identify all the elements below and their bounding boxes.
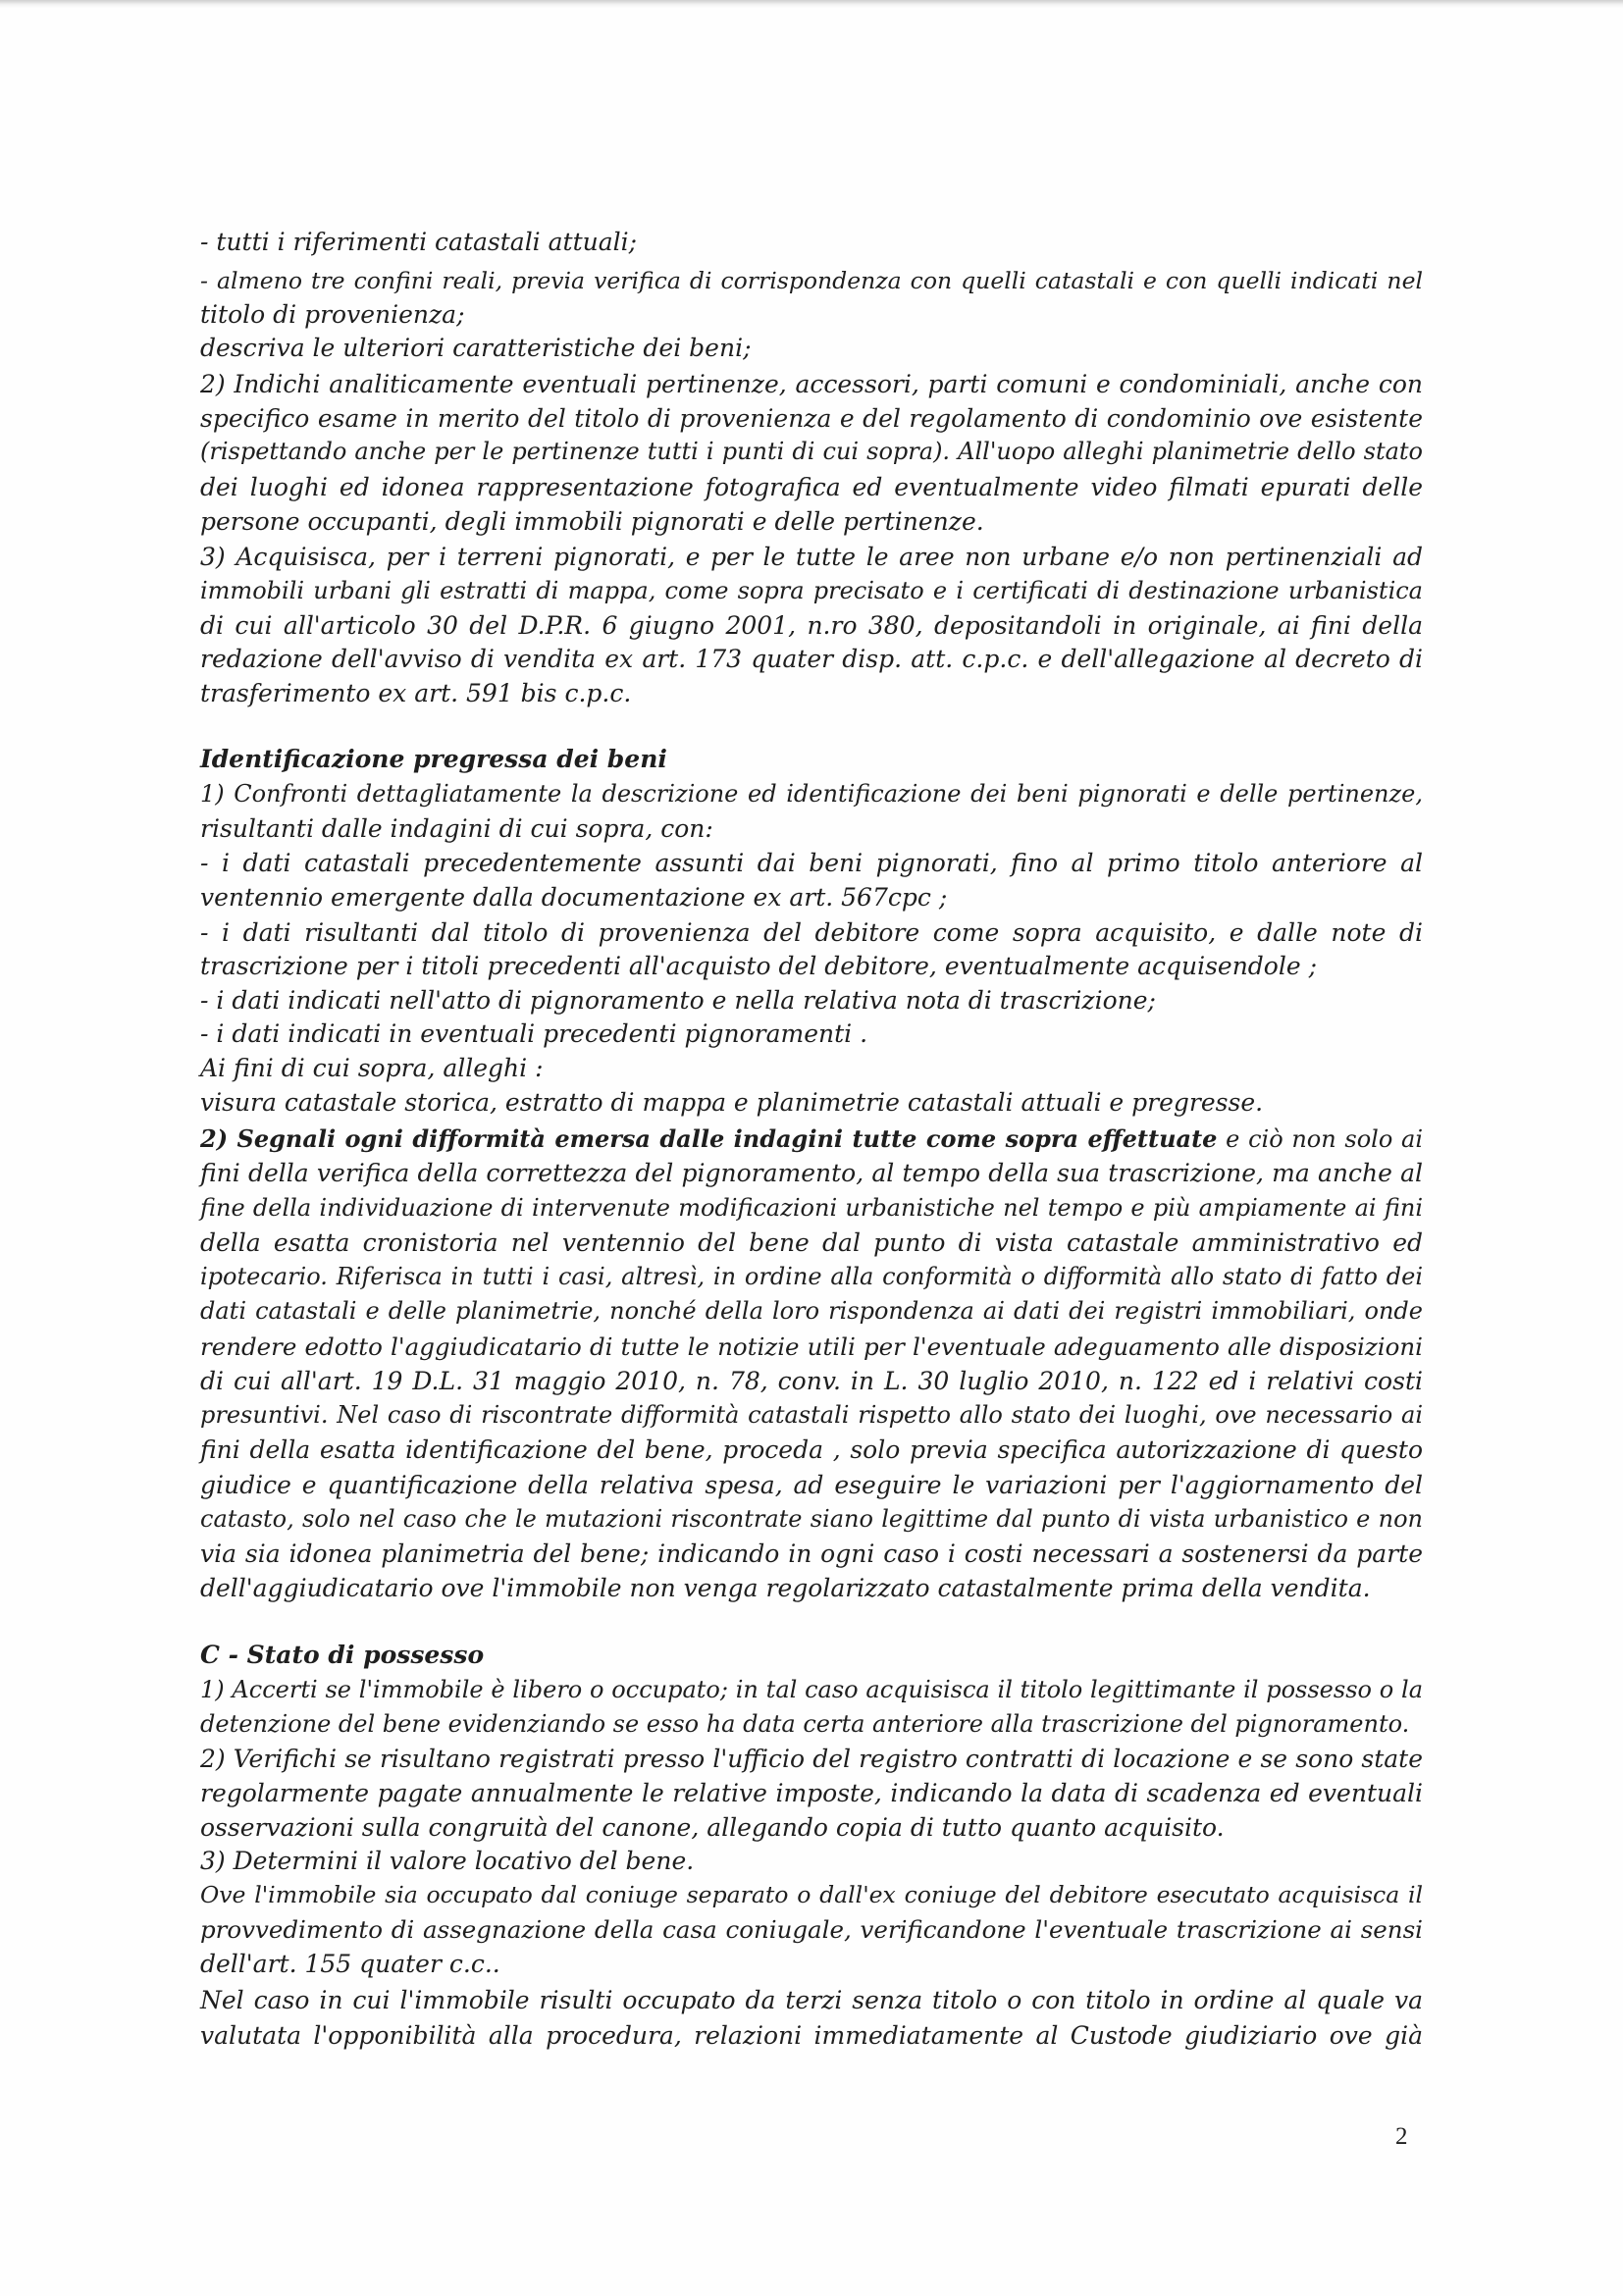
text-line: - i dati indicati in eventuali precedenti pignoramenti . bbox=[200, 1019, 868, 1048]
text-line: 2) Indichi analiticamente eventuali pertinenze, accessori, parti comuni e condominiali, anche con bbox=[200, 370, 1423, 398]
text-line: redazione dell'avviso di vendita ex art. 173 quater disp. att. c.p.c. e dell'allegazione al decreto di bbox=[200, 645, 1423, 673]
text-span: e ciò non solo ai bbox=[1217, 1125, 1424, 1153]
text-line: valutata l'opponibilità alla procedura, relazioni immediatamente al Custode giudiziario ove già bbox=[200, 2021, 1423, 2050]
text-line: Ai fini di cui sopra, alleghi : bbox=[200, 1054, 544, 1082]
text-line: - almeno tre confini reali, previa verifica di corrispondenza con quelli catastali e con quelli indicati nel bbox=[200, 267, 1423, 294]
text-line: di cui all'articolo 30 del D.P.R. 6 giugno 2001, n.ro 380, depositandoli in originale, ai fini della bbox=[200, 611, 1423, 640]
text-line: rendere edotto l'aggiudicatario di tutte le notizie utili per l'eventuale adeguamento alle disposizioni bbox=[200, 1332, 1423, 1361]
text-line: dell'aggiudicatario ove l'immobile non venga regolarizzato catastalmente prima della vendita. bbox=[200, 1574, 1371, 1602]
text-line: persone occupanti, degli immobili pignorati e delle pertinenze. bbox=[200, 507, 984, 536]
text-line: provvedimento di assegnazione della casa coniugale, verificandone l'eventuale trascrizione ai sensi bbox=[200, 1915, 1423, 1944]
text-line: regolarmente pagate annualmente le relative imposte, indicando la data di scadenza ed eventuali bbox=[200, 1779, 1423, 1807]
text-line: via sia idonea planimetria del bene; indicando in ogni caso i costi necessari a sostenersi da parte bbox=[200, 1539, 1423, 1568]
section-heading: Identificazione pregressa dei beni bbox=[200, 745, 667, 773]
text-line: titolo di provenienza; bbox=[200, 300, 465, 329]
text-line: - tutti i riferimenti catastali attuali; bbox=[200, 228, 638, 256]
text-line: (rispettando anche per le pertinenze tutti i punti di cui sopra). All'uopo alleghi planimetrie dello stato bbox=[200, 438, 1423, 465]
text-line: - i dati catastali precedentemente assunti dai beni pignorati, fino al primo titolo anteriore al bbox=[200, 849, 1423, 877]
text-line: Ove l'immobile sia occupato dal coniuge separato o dall'ex coniuge del debitore esecutato acquisisca il bbox=[200, 1881, 1423, 1908]
text-line: fine della individuazione di intervenute modificazioni urbanistiche nel tempo e più ampiamente ai fini bbox=[200, 1194, 1423, 1222]
text-line: detenzione del bene evidenziando se esso ha data certa anteriore alla trascrizione del pignoramento. bbox=[200, 1710, 1410, 1738]
text-line: 2) Verifichi se risultano registrati presso l'ufficio del registro contratti di locazione e se sono state bbox=[200, 1745, 1423, 1773]
text-line: 1) Confronti dettagliatamente la descrizione ed identificazione dei beni pignorati e delle pertinenze, bbox=[200, 780, 1423, 808]
text-line: 3) Determini il valore locativo del bene. bbox=[200, 1847, 695, 1875]
text-line: trascrizione per i titoli precedenti all'acquisto del debitore, eventualmente acquisendole ; bbox=[200, 952, 1318, 980]
text-line: dati catastali e delle planimetrie, nonché della loro rispondenza ai dati dei registri immobiliari, onde bbox=[200, 1297, 1423, 1325]
text-line: giudice e quantificazione della relativa spesa, ad eseguire le variazioni per l'aggiornamento del bbox=[200, 1471, 1423, 1499]
text-line: immobili urbani gli estratti di mappa, come sopra precisato e i certificati di destinazione urbanistica bbox=[200, 577, 1423, 604]
text-line: risultanti dalle indagini di cui sopra, con: bbox=[200, 814, 713, 843]
text-line: dell'art. 155 quater c.c.. bbox=[200, 1950, 500, 1978]
text-line: 1) Accerti se l'immobile è libero o occupato; in tal caso acquisisca il titolo legittimante il possesso o la bbox=[200, 1676, 1423, 1703]
text-line bbox=[200, 1122, 1423, 1156]
text-line: visura catastale storica, estratto di mappa e planimetrie catastali attuali e pregresse. bbox=[200, 1088, 1264, 1117]
text-line: - i dati indicati nell'atto di pignoramento e nella relativa nota di trascrizione; bbox=[200, 986, 1156, 1015]
text-line: 3) Acquisisca, per i terreni pignorati, e per le tutte le aree non urbane e/o non pertinenziali ad bbox=[200, 543, 1423, 571]
text-line: osservazioni sulla congruità del canone, allegando copia di tutto quanto acquisito. bbox=[200, 1813, 1225, 1842]
text-line: descriva le ulteriori caratteristiche dei beni; bbox=[200, 334, 752, 362]
text-line: fini della esatta identificazione del bene, proceda , solo previa specifica autorizzazione di questo bbox=[200, 1435, 1423, 1464]
text-line: fini della verifica della correttezza del pignoramento, al tempo della sua trascrizione, ma anche al bbox=[200, 1159, 1423, 1187]
text-line: presuntivi. Nel caso di riscontrate difformità catastali rispetto allo stato dei luoghi, ove necessario ai bbox=[200, 1401, 1423, 1429]
section-heading: C - Stato di possesso bbox=[200, 1641, 485, 1669]
scan-edge bbox=[0, 0, 1623, 8]
text-line: Nel caso in cui l'immobile risulti occupato da terzi senza titolo o con titolo in ordine al quale va bbox=[200, 1986, 1423, 2014]
text-line: - i dati risultanti dal titolo di provenienza del debitore come sopra acquisito, e dalle note di bbox=[200, 918, 1423, 947]
text-line: catasto, solo nel caso che le mutazioni riscontrate siano legittime dal punto di vista urbanistico e non bbox=[200, 1505, 1423, 1533]
text-line: trasferimento ex art. 591 bis c.p.c. bbox=[200, 679, 632, 707]
text-line: ventennio emergente dalla documentazione ex art. 567cpc ; bbox=[200, 883, 948, 912]
text-line: di cui all'art. 19 D.L. 31 maggio 2010, n. 78, conv. in L. 30 luglio 2010, n. 122 ed i relativi costi bbox=[200, 1367, 1423, 1395]
page-number: 2 bbox=[1395, 2123, 1408, 2150]
text-line: dei luoghi ed idonea rappresentazione fotografica ed eventualmente video filmati epurati delle bbox=[200, 473, 1423, 501]
emphasis-text: 2) Segnali ogni difformità emersa dalle indagini tutte come sopra effettuate bbox=[200, 1124, 1218, 1153]
text-line: ipotecario. Riferisca in tutti i casi, altresì, in ordine alla conformità o difformità allo stato di fatto dei bbox=[200, 1263, 1423, 1290]
text-line: della esatta cronistoria nel ventennio del bene dal punto di vista catastale amministrativo ed bbox=[200, 1228, 1423, 1257]
text-line: specifico esame in merito del titolo di provenienza e del regolamento di condominio ove esistente bbox=[200, 404, 1423, 433]
